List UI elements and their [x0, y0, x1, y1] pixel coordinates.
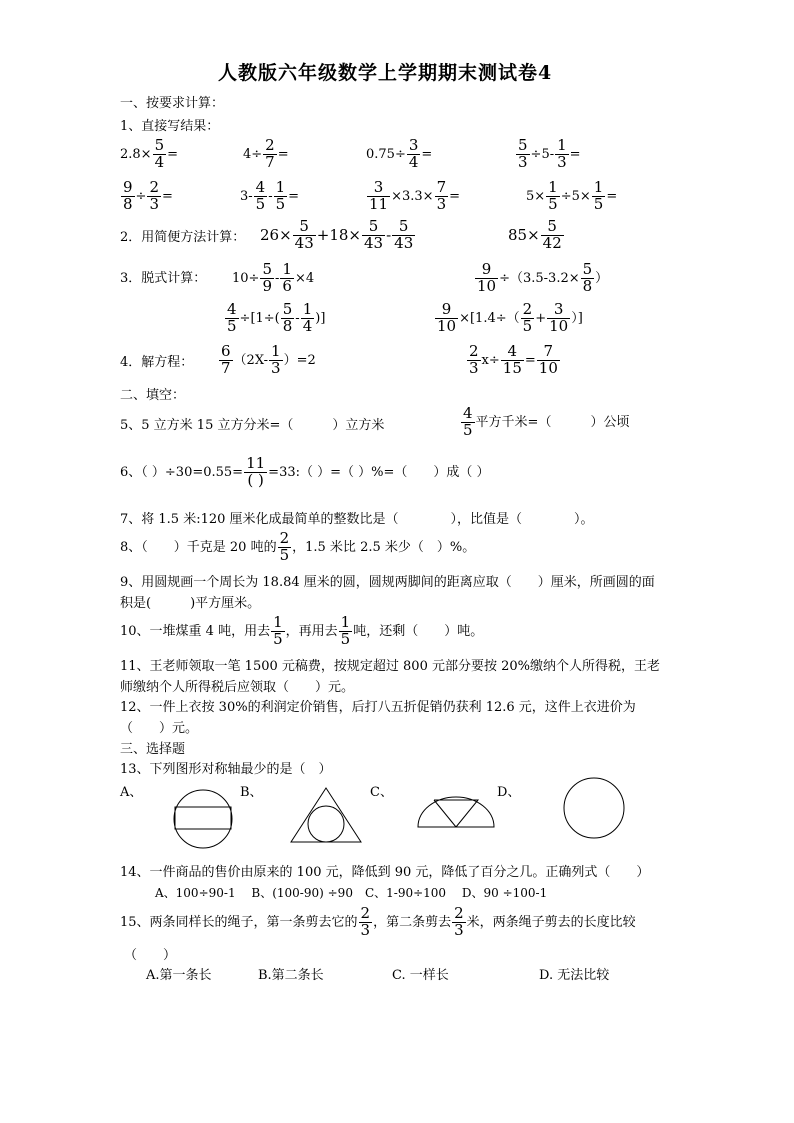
calc-3-minus: 3- $\frac{4}{5}$ - $\frac{1}{5}$ =	[240, 178, 300, 213]
simplify-expression-b: 85× $\frac{5}{42}$	[508, 217, 562, 252]
question-12-line2: （ ）元。	[120, 721, 199, 736]
figure-b-triangle-circle	[288, 786, 364, 844]
option-15-c: C. 一样长	[392, 968, 449, 983]
calc-075-div: 0.75÷ $\frac{3}{4}$ =	[366, 136, 433, 171]
question-14-options: A、100÷90-1 B、(100-90) ÷90 C、1-90÷100 D、90 ÷100-1	[155, 886, 548, 900]
figure-d-circle	[562, 776, 626, 840]
option-c-label: C、	[370, 785, 393, 800]
question-12-line1: 12、一件上衣按 30%的利润定价销售，后打八五折促销仍获利 12.6 元，这件上衣进价为	[120, 700, 636, 715]
section-1-heading: 一、按要求计算：	[120, 96, 225, 111]
question-9-line2: 积是( )平方厘米。	[120, 596, 261, 611]
calc-4-div: 4÷ $\frac{2}{7}$ =	[243, 136, 289, 171]
stepwise-expression-c: $\frac{4}{5}$ ÷[1÷( $\frac{5}{8}$ - $\frac{1}{4}$ )]	[227, 300, 326, 335]
calc-3-11-times: $\frac{3}{11}$ ×3.3× $\frac{7}{3}$ =	[369, 178, 461, 213]
section-3-heading: 三、选择题	[120, 742, 186, 757]
calc-2-8-times: 2.8× $\frac{5}{4}$ =	[120, 136, 179, 171]
option-15-d: D. 无法比较	[539, 968, 610, 983]
calc-5-times: 5× $\frac{1}{5}$ ÷5× $\frac{1}{5}$ =	[526, 178, 618, 213]
calc-5-3-div: $\frac{5}{3}$ ÷5- $\frac{1}{3}$ =	[518, 136, 581, 171]
question-5b: $\frac{4}{5}$ 平方千米=（ ）公顷	[463, 404, 630, 439]
option-d-label: D、	[497, 785, 521, 800]
question-8: 8、（ ）千克是 20 吨的 $\frac{2}{5}$ ，1.5 米比 2.5 米少（ ）%。	[120, 529, 476, 564]
calc-9-8-div: $\frac{9}{8}$ ÷ $\frac{2}{3}$ =	[123, 178, 173, 213]
option-15-a: A.第一条长	[146, 968, 212, 983]
stepwise-expression-b: $\frac{9}{10}$ ÷（3.5-3.2× $\frac{5}{8}$ ）	[477, 260, 609, 295]
stepwise-expression-a: 10÷ $\frac{5}{9}$ - $\frac{1}{6}$ ×4	[232, 260, 315, 295]
question-15-blank: （ ）	[124, 948, 177, 963]
equation-a: $\frac{6}{7}$ （2X- $\frac{1}{3}$ ）=2	[221, 342, 316, 377]
question-9-line1: 9、用圆规画一个周长为 18.84 厘米的圆，圆规两脚间的距离应取（ ）厘米，所画圆的面	[120, 575, 655, 590]
question-14: 14、一件商品的售价由原来的 100 元，降低到 90 元，降低了百分之几。正确列式（ ）	[120, 865, 650, 880]
option-a-label: A、	[120, 785, 143, 800]
question-7: 7、将 1.5 米:120 厘米化成最简单的整数比是（ ），比值是（ ）。	[120, 512, 594, 527]
figure-c-semicircle-triangle	[416, 794, 496, 830]
figure-a-circle-rectangle	[168, 789, 238, 849]
question-11-line1: 11、王老师领取一笔 1500 元稿费，按规定超过 800 元部分要按 20%缴纳个人所得税，王老	[120, 659, 660, 674]
question-11-line2: 师缴纳个人所得税后应领取（ ）元。	[120, 680, 355, 695]
question-2-label: 2．用简便方法计算：	[120, 230, 246, 245]
question-4-label: 4．解方程：	[120, 355, 194, 370]
stepwise-expression-d: $\frac{9}{10}$ ×[1.4÷（ $\frac{2}{5}$ + $\frac{3}{10}$ ）]	[437, 300, 583, 335]
equation-b: $\frac{2}{3}$ x÷ $\frac{4}{15}$ = $\frac{7}{10}$	[469, 342, 558, 377]
option-b-label: B、	[240, 785, 263, 800]
question-5a: 5、5 立方米 15 立方分米=（ ）立方米	[120, 418, 385, 433]
question-13: 13、下列图形对称轴最少的是（ ）	[120, 762, 332, 777]
page-title: 人教版六年级数学上学期期末测试卷4	[218, 62, 553, 84]
section-2-heading: 二、填空：	[120, 388, 186, 403]
simplify-expression-a: 26× $\frac{5}{43}$ +18× $\frac{5}{43}$ - $\frac{5}{43}$	[260, 217, 414, 252]
question-1-label: 1、直接写结果：	[120, 119, 220, 134]
question-3-label: 3．脱式计算：	[120, 271, 207, 286]
question-10: 10、一堆煤重 4 吨，用去 $\frac{1}{5}$ ，再用去 $\frac{1}{5}$ 吨，还剩（ ）吨。	[120, 613, 484, 648]
question-15: 15、两条同样长的绳子，第一条剪去它的 $\frac{2}{3}$ ，第二条剪去 $\frac{2}{3}$ 米，两条绳子剪去的长度比较	[120, 904, 636, 939]
option-15-b: B.第二条长	[258, 968, 324, 983]
question-6: 6、（ ）÷30=0.55= $\frac{11}{( )}$ =33:（ ）=（ ）%=（ ）成（ ）	[120, 454, 490, 489]
